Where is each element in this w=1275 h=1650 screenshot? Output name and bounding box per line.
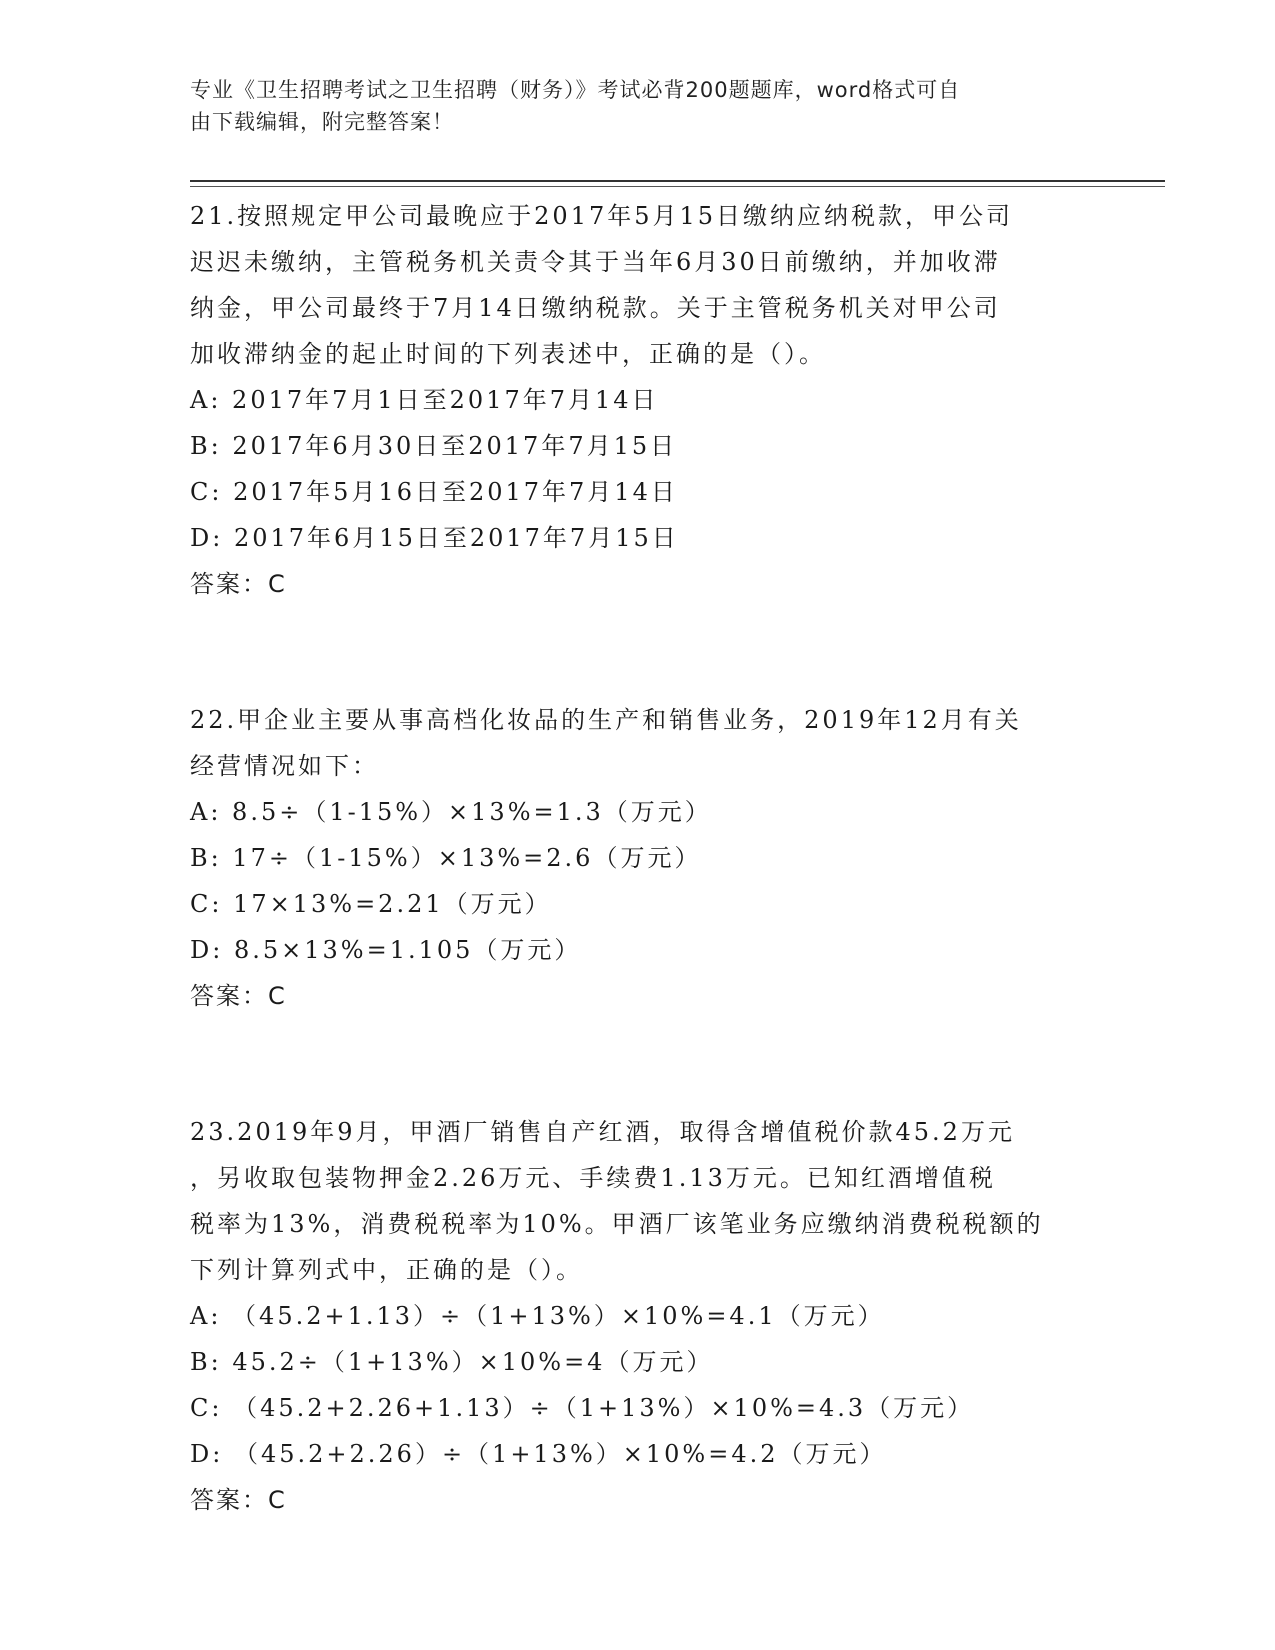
question-stem-line: 经营情况如下： — [190, 752, 379, 780]
question-stem-line: 迟迟未缴纳，主管税务机关责令其于当年6月30日前缴纳，并加收滞 — [190, 248, 1001, 276]
question-spacer — [190, 607, 1090, 697]
header-line: 由下载编辑，附完整答案！ — [190, 110, 454, 134]
answer-line: 答案：C — [190, 1486, 287, 1514]
question-stem-line: ，另收取包装物押金2.26万元、手续费1.13万元。已知红酒增值税 — [190, 1164, 996, 1192]
header-divider-thin — [190, 186, 1165, 187]
option-c: C: 2017年5月16日至2017年7月14日 — [190, 478, 678, 506]
question-stem-line: 下列计算列式中，正确的是（）。 — [190, 1256, 583, 1284]
header-line: 专业《卫生招聘考试之卫生招聘（财务）》考试必背200题题库，word格式可自 — [190, 78, 961, 102]
option-a: A: 8.5÷（1-15%）×13%=1.3（万元） — [190, 798, 712, 826]
question-stem-line: 21.按照规定甲公司最晚应于2017年5月15日缴纳应纳税款，甲公司 — [190, 202, 1014, 230]
option-b: B: 45.2÷（1+13%）×10%=4（万元） — [190, 1348, 714, 1376]
option-b: B: 2017年6月30日至2017年7月15日 — [190, 432, 678, 460]
question-stem-line: 纳金，甲公司最终于7月14日缴纳税款。关于主管税务机关对甲公司 — [190, 294, 1001, 322]
question-23 — [190, 1109, 1090, 1523]
option-d: D: 8.5×13%=1.105（万元） — [190, 936, 582, 964]
option-a: A: （45.2+1.13）÷（1+13%）×10%=4.1（万元） — [190, 1302, 885, 1330]
question-spacer — [190, 1019, 1090, 1109]
option-d: D: 2017年6月15日至2017年7月15日 — [190, 524, 679, 552]
answer-line: 答案：C — [190, 982, 287, 1010]
question-list — [190, 193, 1090, 1523]
question-stem-line: 22.甲企业主要从事高档化妆品的生产和销售业务，2019年12月有关 — [190, 706, 1022, 734]
option-c: C: （45.2+2.26+1.13）÷（1+13%）×10%=4.3（万元） — [190, 1394, 975, 1422]
option-a: A: 2017年7月1日至2017年7月14日 — [190, 386, 659, 414]
question-stem-line: 税率为13%，消费税税率为10%。甲酒厂该笔业务应缴纳消费税税额的 — [190, 1210, 1044, 1238]
option-b: B: 17÷（1-15%）×13%=2.6（万元） — [190, 844, 702, 872]
question-21 — [190, 193, 1090, 607]
question-stem-line: 加收滞纳金的起止时间的下列表述中，正确的是（）。 — [190, 340, 826, 368]
header-divider-thick — [190, 180, 1165, 182]
question-stem-line: 23.2019年9月，甲酒厂销售自产红酒，取得含增值税价款45.2万元 — [190, 1118, 1015, 1146]
document-header — [190, 74, 1090, 138]
option-c: C: 17×13%=2.21（万元） — [190, 890, 552, 918]
option-d: D: （45.2+2.26）÷（1+13%）×10%=4.2（万元） — [190, 1440, 887, 1468]
answer-line: 答案：C — [190, 570, 287, 598]
question-22 — [190, 697, 1090, 1019]
